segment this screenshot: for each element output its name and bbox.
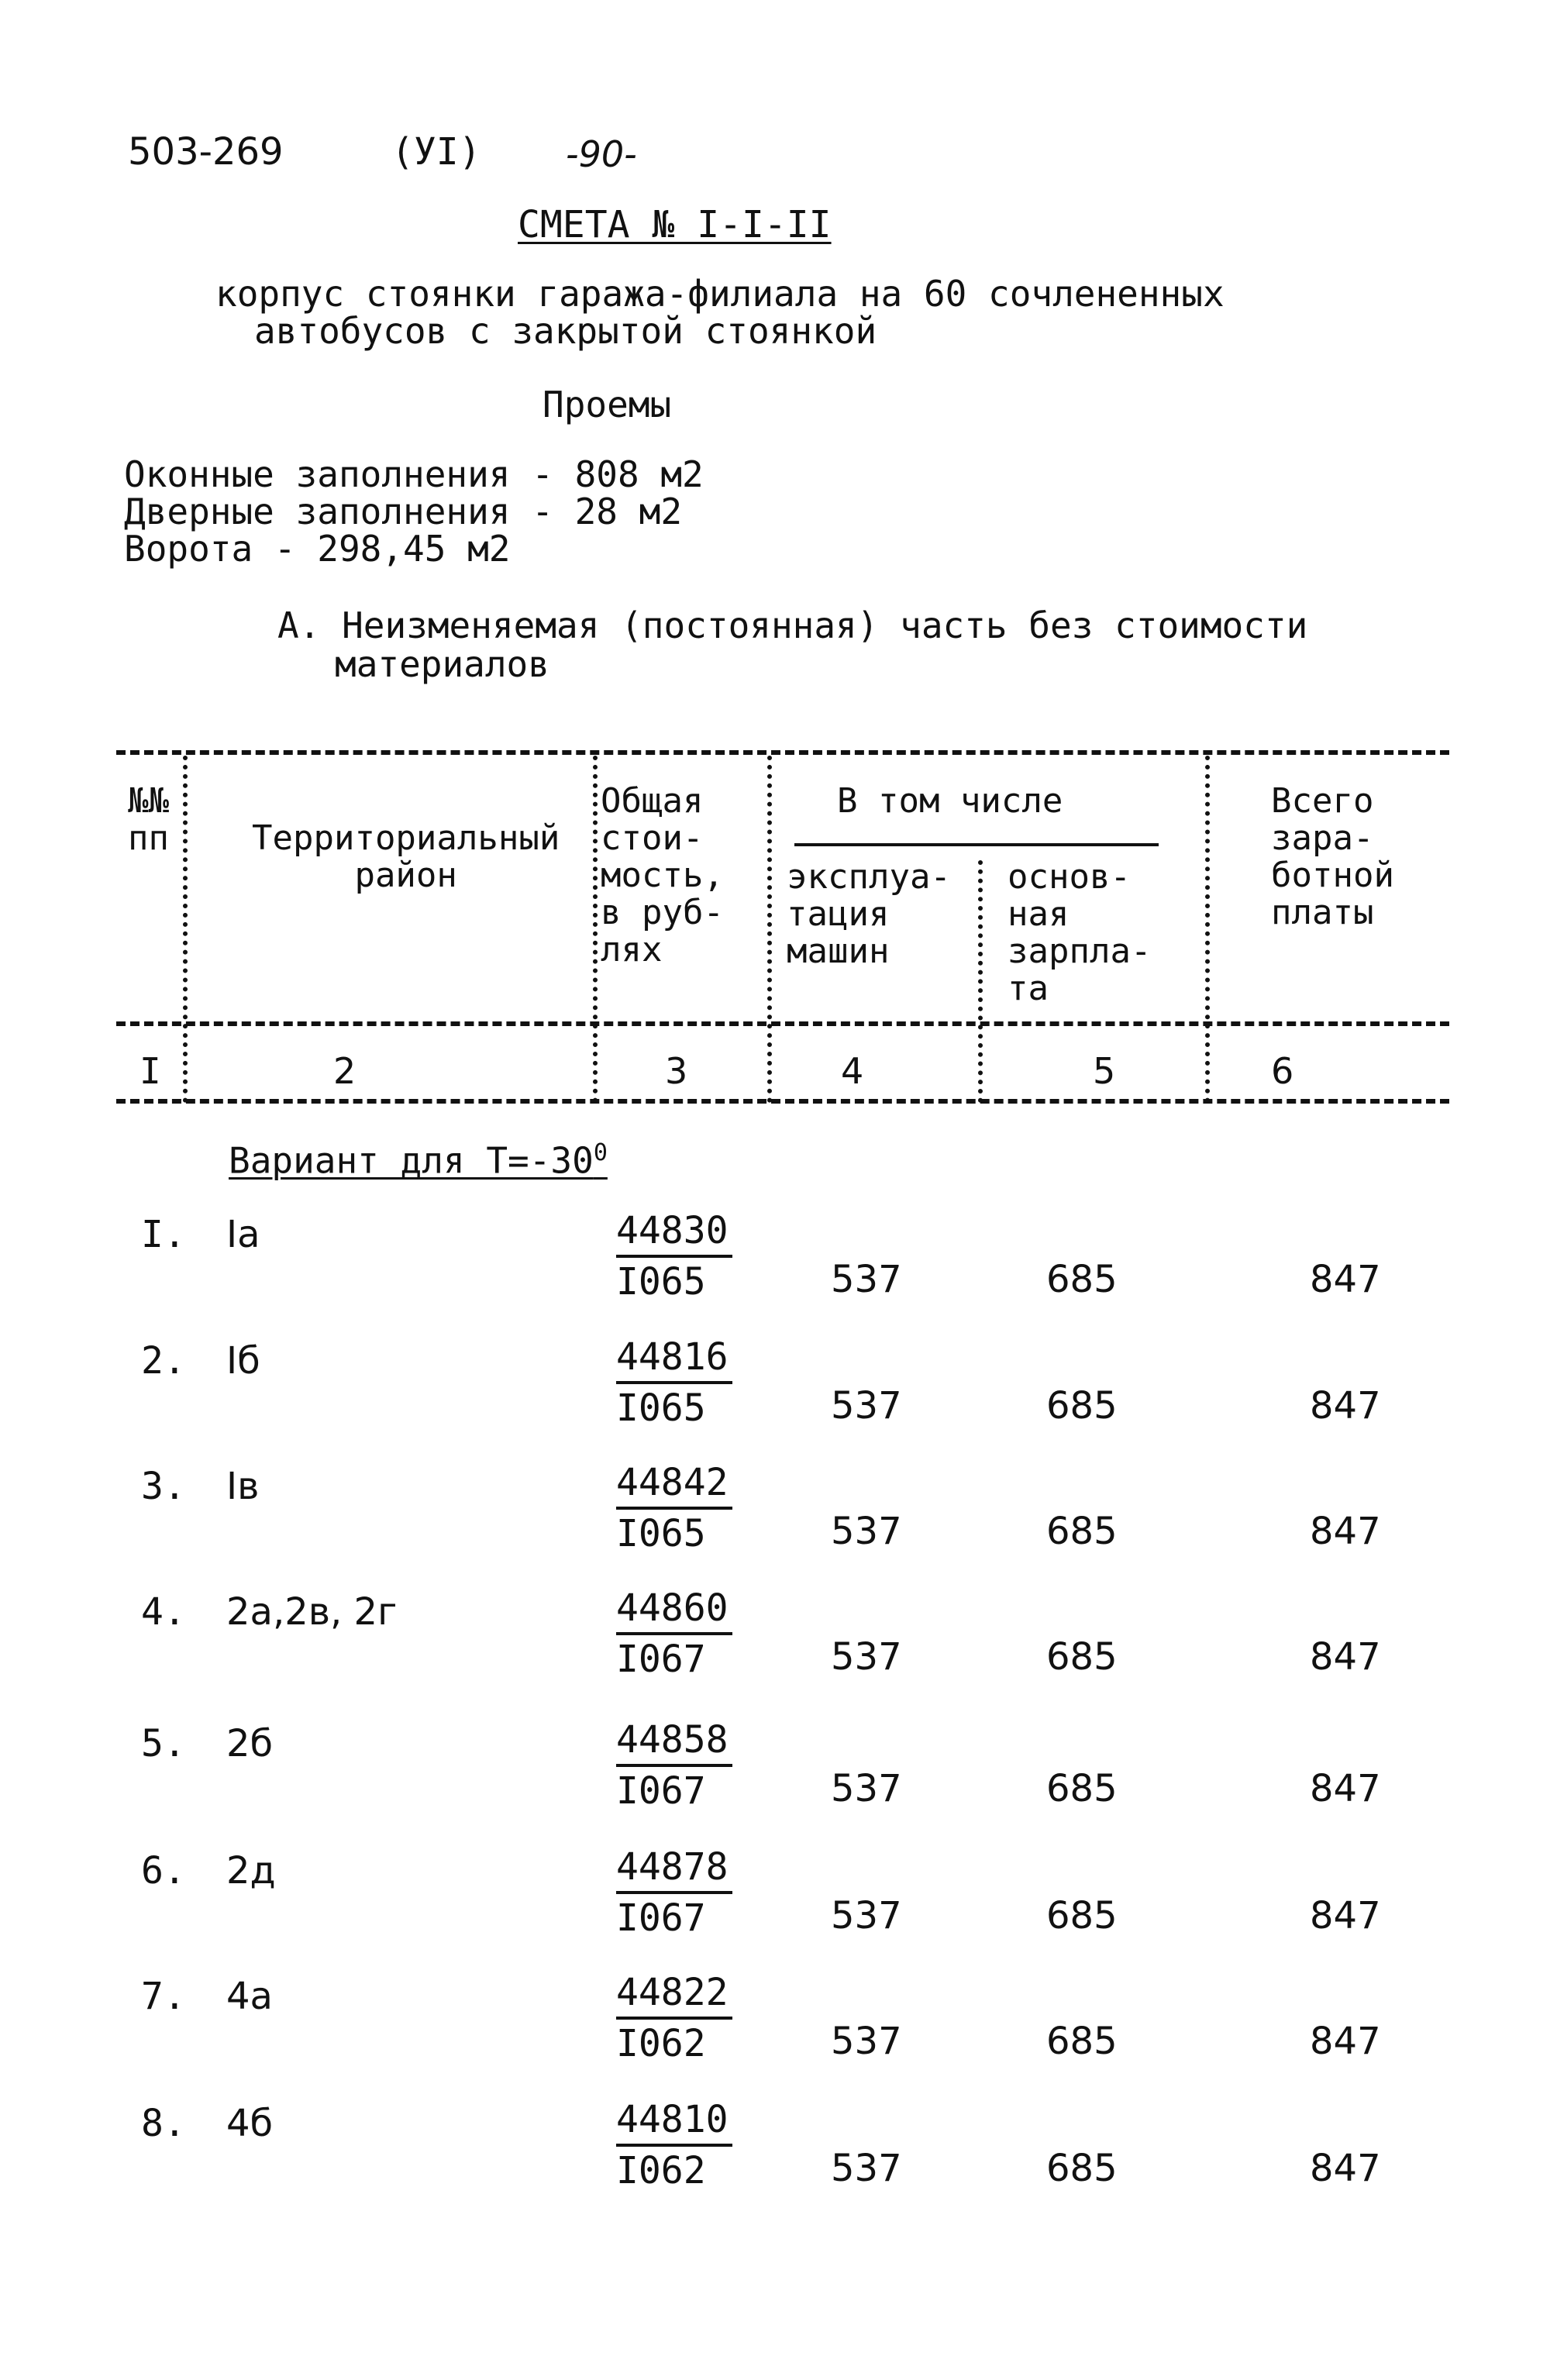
row-total-denominator: I067 <box>616 1769 706 1813</box>
row-wages: 847 <box>1310 2020 1381 2063</box>
row-salary: 685 <box>1046 1894 1118 1937</box>
row-machines: 537 <box>831 2020 902 2063</box>
opening-gates: Ворота - 298,45 м2 <box>124 528 511 570</box>
col-number-5: 5 <box>1093 1050 1116 1092</box>
row-total-numerator: 44830 <box>616 1207 732 1258</box>
row-salary: 685 <box>1046 1510 1118 1553</box>
row-machines: 537 <box>831 1510 902 1553</box>
part-heading-line-2: материалов <box>335 643 549 685</box>
row-total-denominator: I062 <box>616 2022 706 2065</box>
header-col-5: основ- ная зарпла- та <box>1008 857 1152 1008</box>
row-total-numerator: 44860 <box>616 1584 732 1635</box>
row-wages: 847 <box>1310 2147 1381 2190</box>
header-col-4: эксплуа- тация машин <box>787 857 951 971</box>
row-total-denominator: I062 <box>616 2149 706 2192</box>
row-total-numerator: 44842 <box>616 1459 732 1510</box>
subtitle-line-1: корпус стоянки гаража-филиала на 60 сочлененных <box>215 273 1225 315</box>
row-wages: 847 <box>1310 1384 1381 1428</box>
row-machines: 537 <box>831 1894 902 1937</box>
row-total-cost <box>616 1207 732 1306</box>
row-total-denominator: I067 <box>616 1896 706 1940</box>
row-salary: 685 <box>1046 1258 1118 1301</box>
row-number: 3. <box>141 1465 186 1508</box>
col-number-6: 6 <box>1271 1050 1294 1092</box>
row-total-cost <box>616 1716 732 1815</box>
row-salary: 685 <box>1046 2147 1118 2190</box>
row-region: Iв <box>226 1465 260 1508</box>
row-region: 4б <box>226 2102 274 2145</box>
col-number-2: 2 <box>333 1050 357 1092</box>
row-machines: 537 <box>831 1767 902 1810</box>
row-wages: 847 <box>1310 1258 1381 1301</box>
header-col-6: Всего зара- ботной платы <box>1271 781 1394 932</box>
col-number-1: I <box>140 1050 161 1092</box>
col-number-3: 3 <box>665 1050 688 1092</box>
col-number-4: 4 <box>841 1050 864 1092</box>
row-region: Iа <box>226 1213 260 1256</box>
row-machines: 537 <box>831 1384 902 1428</box>
row-total-numerator: 44878 <box>616 1843 732 1894</box>
row-total-denominator: I065 <box>616 1260 706 1304</box>
row-number: 6. <box>141 1849 186 1893</box>
row-total-cost <box>616 1584 732 1683</box>
row-region: 4а <box>226 1975 273 2018</box>
row-region: 2а,2в, 2г <box>226 1590 398 1634</box>
row-total-cost <box>616 1843 732 1942</box>
row-total-cost <box>616 1459 732 1558</box>
row-wages: 847 <box>1310 1894 1381 1937</box>
row-total-cost <box>616 1968 732 2068</box>
header-col-2: Территориальный район <box>252 818 560 895</box>
row-number: 8. <box>141 2102 186 2145</box>
page-number: -90- <box>566 133 637 175</box>
row-salary: 685 <box>1046 1635 1118 1679</box>
header-col-3: Общая стои- мость, в руб- лях <box>601 781 724 970</box>
row-number: 5. <box>141 1722 186 1765</box>
row-region: 2д <box>226 1849 276 1893</box>
table-header-rule <box>116 1021 1449 1026</box>
opening-doors: Дверные заполнения - 28 м2 <box>124 491 683 532</box>
row-total-cost <box>616 2096 732 2195</box>
row-machines: 537 <box>831 1635 902 1679</box>
row-machines: 537 <box>831 1258 902 1301</box>
group-underline <box>794 843 1159 846</box>
table-numbers-rule <box>116 1099 1449 1104</box>
part-heading-line-1: А. Неизменяемая (постоянная) часть без стоимости <box>277 604 1308 646</box>
row-total-numerator: 44810 <box>616 2096 732 2147</box>
row-salary: 685 <box>1046 2020 1118 2063</box>
header-col-1: №№ пп <box>128 781 169 858</box>
row-total-cost <box>616 1333 732 1432</box>
table-divider-5 <box>1205 756 1210 1103</box>
table-top-rule <box>116 750 1449 755</box>
row-total-denominator: I065 <box>616 1386 706 1430</box>
variant-label: Вариант для $Т=-30^0$ <box>229 1139 608 1182</box>
row-salary: 685 <box>1046 1384 1118 1428</box>
row-number: I. <box>141 1213 186 1256</box>
table-divider-2 <box>593 756 598 1103</box>
row-total-denominator: I067 <box>616 1638 706 1681</box>
row-salary: 685 <box>1046 1767 1118 1810</box>
header-group: В том числе <box>837 781 1063 821</box>
row-number: 4. <box>141 1590 186 1634</box>
section-title: Проемы <box>543 384 672 425</box>
volume-number: (УI) <box>391 130 481 174</box>
document-code: 503-269 <box>128 130 284 174</box>
row-region: Iб <box>226 1339 260 1383</box>
estimate-title: СМЕТА № I-I-II <box>518 203 832 246</box>
row-wages: 847 <box>1310 1510 1381 1553</box>
row-total-numerator: 44816 <box>616 1333 732 1384</box>
row-region: 2б <box>226 1722 274 1765</box>
row-wages: 847 <box>1310 1635 1381 1679</box>
row-total-denominator: I065 <box>616 1512 706 1555</box>
row-number: 2. <box>141 1339 186 1383</box>
table-divider-3 <box>767 756 772 1103</box>
row-total-numerator: 44822 <box>616 1968 732 2020</box>
row-machines: 537 <box>831 2147 902 2190</box>
row-wages: 847 <box>1310 1767 1381 1810</box>
row-number: 7. <box>141 1975 186 2018</box>
table-divider-1 <box>183 756 188 1103</box>
table-divider-4 <box>978 860 983 1103</box>
opening-windows: Оконные заполнения - 808 м2 <box>124 453 704 495</box>
row-total-numerator: 44858 <box>616 1716 732 1767</box>
subtitle-line-2: автобусов с закрытой стоянкой <box>254 310 877 352</box>
